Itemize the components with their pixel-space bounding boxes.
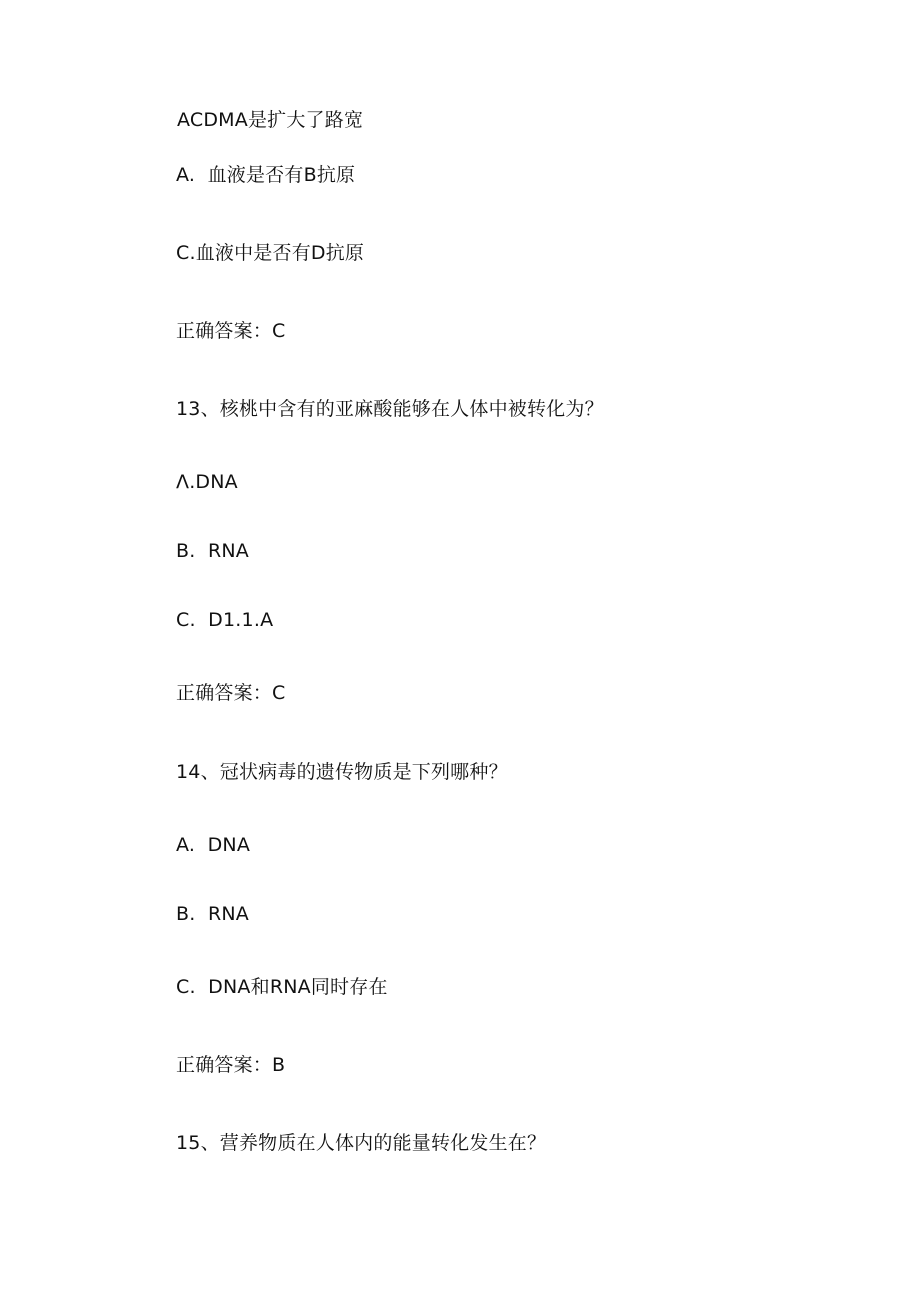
correct-answer: 正确答案：C — [176, 320, 286, 342]
option-c: C.血液中是否有D抗原 — [176, 242, 365, 264]
question-14-option-a: A. DNA — [176, 834, 251, 856]
question-15: 15、营养物质在人体内的能量转化发生在？ — [176, 1132, 547, 1154]
question-14-option-c: C. DNA和RNA同时存在 — [176, 976, 388, 998]
question-14: 14、冠状病毒的遗传物质是下列哪种？ — [176, 761, 508, 783]
question-14-option-b: B. RNA — [176, 903, 249, 925]
question-13-option-b: B. RNA — [176, 540, 249, 562]
question-13-option-a: Λ.DNA — [176, 471, 238, 493]
option-a: A. 血液是否有B抗原 — [176, 164, 356, 186]
option-line-fragment: ACDMA是扩大了路宽 — [177, 109, 364, 131]
question-13-answer: 正确答案：C — [176, 682, 286, 704]
question-13: 13、核桃中含有的亚麻酸能够在人体中被转化为？ — [176, 398, 604, 420]
question-14-answer: 正确答案：B — [176, 1054, 286, 1076]
question-13-option-c: C. D1.1.A — [176, 609, 274, 631]
